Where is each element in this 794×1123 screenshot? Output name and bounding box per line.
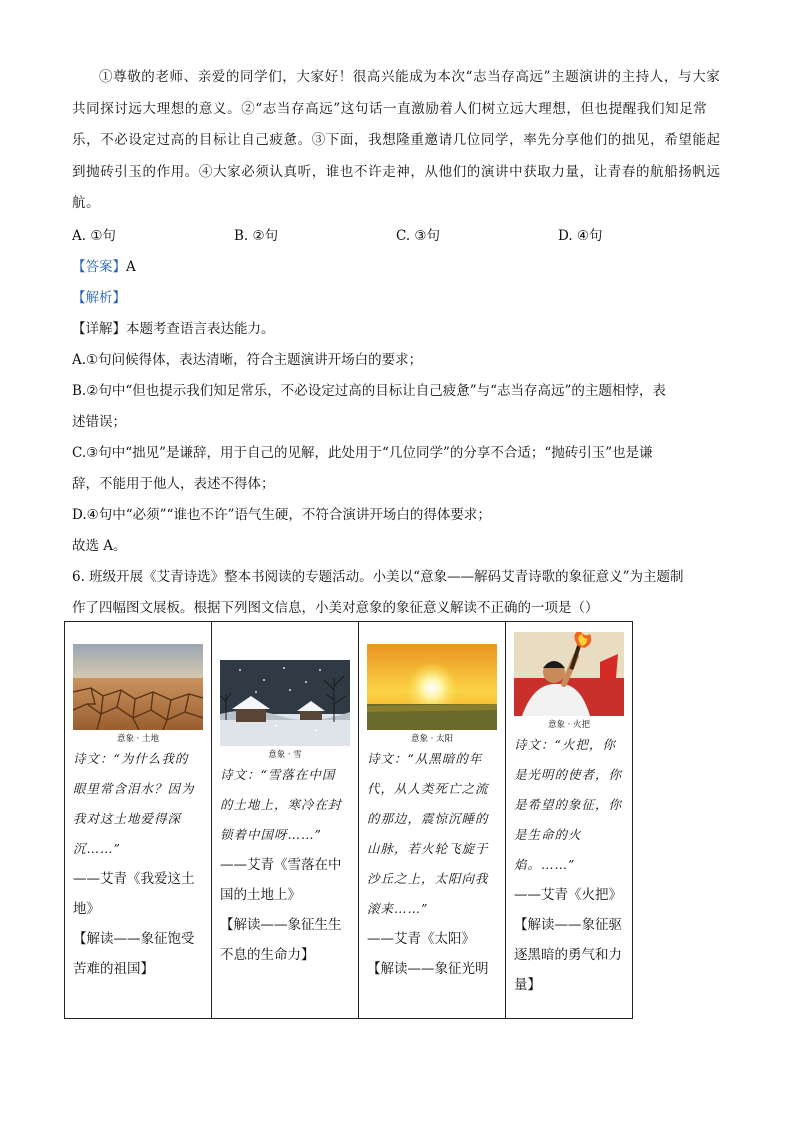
- detail-line-6: 辞，不能用于他人，表述不得体；: [72, 475, 275, 492]
- poster-land-poem-2: 眼里常含泪水？因为: [73, 781, 195, 796]
- poster-sun-poem-1: 诗文：“从黑暗的年: [367, 751, 483, 766]
- question-6-line-2: 作了四幅图文展板。根据下列图文信息，小美对意象的象征意义解读不正确的一项是（）: [72, 599, 599, 616]
- poster-snow-reading-1: 【解读——象征生生: [220, 917, 342, 933]
- analysis-label: 【解析】: [72, 289, 126, 306]
- snow-village-image: [220, 660, 350, 746]
- poster-snow: [212, 622, 359, 1019]
- poster-torch-reading-1: 【解读——象征驱: [514, 917, 622, 933]
- answer-options: [72, 220, 722, 252]
- poster-torch-caption: 意象 · 火把: [547, 720, 591, 730]
- option-a: A. ①句: [72, 227, 116, 244]
- detail-line-3: B.②句中“但也提示我们知足常乐，不必设定过高的目标让自己疲惫”与“志当存高远”的主题相悖，表: [72, 382, 666, 399]
- question-6-line-1: 6. 班级开展《艾青诗选》整本书阅读的专题活动。小美以“意象——解码艾青诗歌的象征意义”为主题制: [72, 568, 684, 585]
- poster-sun-poem-3: 的那边，震惊沉睡的: [367, 811, 489, 826]
- poster-snow-source-1: ——艾青《雪落在中: [220, 857, 342, 873]
- poster-land-source-1: ——艾青《我爱这土: [73, 871, 195, 887]
- poster-sun-poem-2: 代，从人类死亡之流: [367, 781, 489, 796]
- poster-torch-reading-2: 逐黑暗的勇气和力: [514, 947, 622, 963]
- poster-sun-source-1: ——艾青《太阳》: [367, 931, 475, 947]
- poster-land-reading-1: 【解读——象征饱受: [73, 931, 195, 947]
- poster-land-poem-1: 诗文：“为什么我的: [73, 751, 189, 766]
- poster-torch-source-1: ——艾青《火把》: [514, 887, 622, 903]
- torch-bearer-image: [514, 632, 624, 716]
- detail-line-2: A.①句问候得体，表达清晰，符合主题演讲开场白的要求；: [72, 351, 423, 368]
- detail-line-4: 述错误；: [72, 413, 126, 430]
- poster-torch-poem-3: 是希望的象征，你: [514, 797, 623, 812]
- option-b: B. ②句: [234, 227, 279, 244]
- detail-line-5: C.③句中“拙见”是谦辞，用于自己的见解，此处用于“几位同学”的分享不合适；“抛砖引玉”也是谦: [72, 444, 653, 461]
- poster-snow-poem-1: 诗文：“雪落在中国: [220, 767, 336, 782]
- poster-sun-poem-5: 沙丘之上，太阳向我: [367, 871, 489, 886]
- poster-land-poem-4: 沉……”: [73, 841, 121, 856]
- detail-line-1: 【详解】本题考查语言表达能力。: [72, 320, 275, 337]
- poster-snow-reading-2: 不息的生命力】: [220, 947, 315, 963]
- poster-snow-poem-3: 锁着中国呀……”: [220, 827, 322, 842]
- poster-snow-caption: 意象 · 雪: [268, 750, 302, 760]
- poster-sun-poem-4: 山脉，若火轮飞旋于: [367, 841, 489, 856]
- poster-land: [65, 622, 212, 1019]
- detail-line-7: D.④句中“必须”“谁也不许”语气生硬，不符合演讲开场白的得体要求；: [72, 506, 491, 523]
- poster-land-reading-2: 苦难的祖国】: [73, 961, 154, 977]
- poster-sun: [359, 622, 506, 1019]
- poster-torch-poem-4: 是生命的火: [514, 827, 582, 842]
- cracked-earth-image: [73, 644, 203, 730]
- poster-sun-reading-1: 【解读——象征光明: [367, 961, 489, 977]
- option-c: C. ③句: [396, 227, 441, 244]
- option-d: D. ④句: [558, 227, 603, 244]
- poster-torch: [506, 622, 633, 1019]
- poster-snow-poem-2: 的土地上，寒冷在封: [220, 797, 342, 812]
- poster-torch-reading-3: 量】: [514, 977, 541, 993]
- answer-value: A: [126, 258, 136, 275]
- poster-torch-poem-2: 是光明的使者，你: [514, 767, 623, 782]
- poster-sun-caption: 意象 · 太阳: [410, 734, 454, 744]
- sunset-image: [367, 644, 497, 730]
- poster-snow-source-2: 国的土地上》: [220, 887, 301, 903]
- poster-torch-poem-1: 诗文：“火把，你: [514, 737, 616, 752]
- page-content: [72, 62, 722, 624]
- poster-land-poem-3: 我对这土地爱得深: [73, 811, 182, 826]
- poster-land-source-2: 地》: [73, 901, 100, 917]
- poster-sun-poem-6: 滚来……”: [367, 901, 429, 916]
- speech-passage: ①尊敬的老师、亲爱的同学们，大家好！很高兴能成为本次“志当存高远”主题演讲的主持人，与大家共同探讨远大理想的意义。②“志当存高远”这句话一直激励着人们树立远大理想，但也提醒我们知足常乐，不必设定过高的目标让自己疲惫。③下面，我想隆重邀请几位同学，率先分享他们的拙见，希望能起到抛砖引玉的作用。④大家必须认真听，谁也不许走神，从他们的演讲中获取力量，让青春的航船扬帆远航。: [72, 69, 721, 211]
- poster-land-caption: 意象 · 土地: [116, 734, 160, 744]
- detail-line-8: 故选 A。: [72, 537, 127, 554]
- answer-line: [72, 252, 722, 283]
- poster-table: [64, 621, 633, 1019]
- poster-torch-poem-5: 焰。……”: [514, 857, 576, 872]
- answer-label: 【答案】: [72, 258, 126, 275]
